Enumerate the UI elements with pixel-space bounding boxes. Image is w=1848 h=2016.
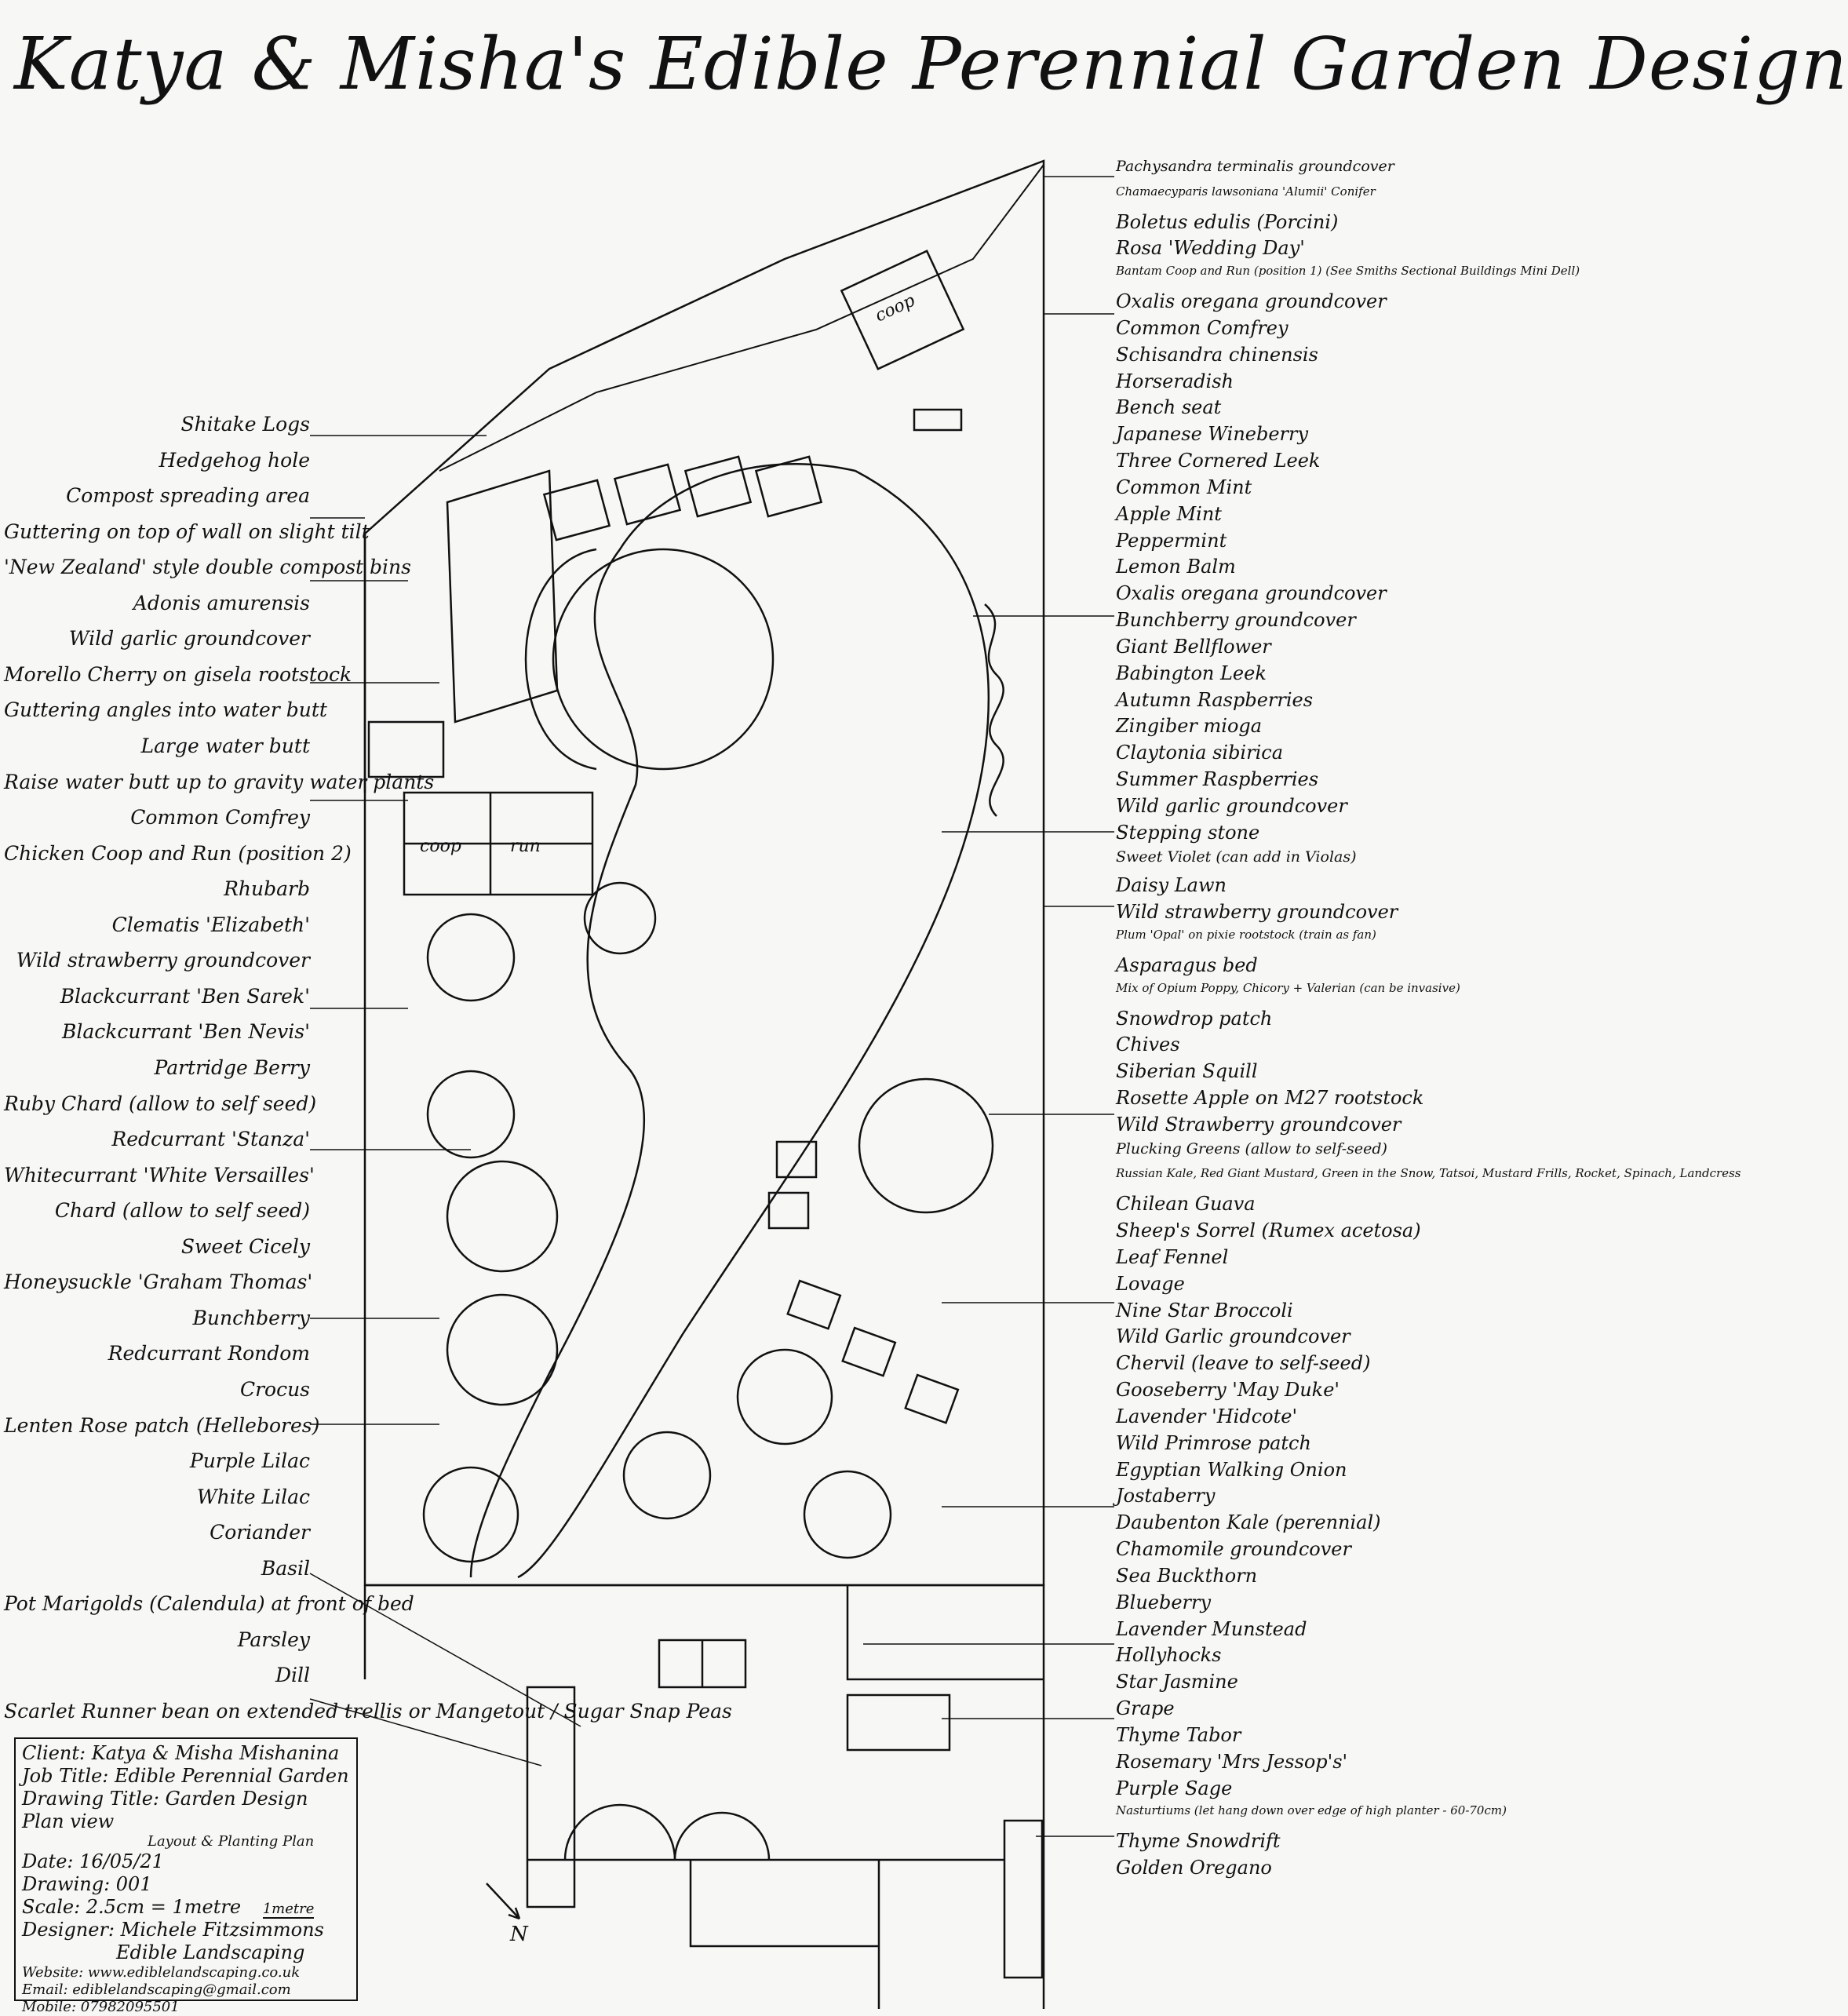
top-border-bed bbox=[439, 165, 1044, 471]
right-plant-label: Oxalis oregana groundcover bbox=[1116, 290, 1387, 313]
left-plant-label: Chicken Coop and Run (position 2) bbox=[4, 841, 352, 865]
right-plant-label: Bantam Coop and Run (position 1) (See Smiths Sectional Buildings Mini Dell) bbox=[1116, 264, 1580, 279]
right-plant-label: Babington Leek bbox=[1116, 662, 1267, 684]
right-plant-label: Autumn Raspberries bbox=[1116, 688, 1314, 711]
round-bed-right bbox=[859, 1079, 993, 1212]
right-plant-label: Apple Mint bbox=[1116, 502, 1222, 525]
right-plant-label: Common Mint bbox=[1116, 476, 1252, 498]
right-plant-label: Leaf Fennel bbox=[1116, 1245, 1229, 1268]
coop-label-left: coop bbox=[420, 837, 461, 856]
left-plant-label: Wild strawberry groundcover bbox=[16, 949, 310, 972]
right-plant-label: Claytonia sibirica bbox=[1116, 742, 1283, 764]
right-plant-label: Chamaecyparis lawsoniana 'Alumii' Conifer bbox=[1116, 184, 1376, 199]
left-plant-label: Scarlet Runner bean on extended trellis or Mangetout / Sugar Snap Peas bbox=[4, 1700, 732, 1723]
right-plant-label: Gooseberry 'May Duke' bbox=[1116, 1379, 1340, 1402]
right-plant-label: Rosette Apple on M27 rootstock bbox=[1116, 1086, 1424, 1109]
left-plant-label: Sweet Cicely bbox=[180, 1234, 310, 1258]
raised-planter-bottom bbox=[1004, 1821, 1042, 1978]
right-plant-label: Purple Sage bbox=[1116, 1777, 1233, 1799]
right-plant-label: Chervil (leave to self-seed) bbox=[1116, 1352, 1371, 1375]
left-plant-label: Blackcurrant 'Ben Sarek' bbox=[60, 984, 310, 1008]
right-plant-label: Daisy Lawn bbox=[1116, 874, 1227, 897]
right-plant-label: Mix of Opium Poppy, Chicory + Valerian (can be invasive) bbox=[1116, 980, 1460, 995]
right-plant-label: Lavender Munstead bbox=[1116, 1617, 1307, 1640]
left-plant-label: Shitake Logs bbox=[180, 413, 310, 436]
right-plant-label: Peppermint bbox=[1116, 529, 1227, 552]
left-plant-label: Compost spreading area bbox=[66, 484, 310, 508]
right-plant-label: Zingiber mioga bbox=[1116, 715, 1263, 738]
right-plant-label: Oxalis oregana groundcover bbox=[1116, 582, 1387, 605]
right-plant-label: Hollyhocks bbox=[1116, 1644, 1222, 1667]
left-plant-label: Bunchberry bbox=[192, 1306, 310, 1329]
right-plant-label: Lovage bbox=[1116, 1272, 1185, 1295]
right-plant-label: Chamomile groundcover bbox=[1116, 1538, 1351, 1561]
left-plant-label: Guttering on top of wall on slight tilt bbox=[4, 519, 370, 543]
right-plant-label: Chives bbox=[1116, 1034, 1180, 1056]
left-plant-label: 'New Zealand' style double compost bins bbox=[4, 556, 411, 579]
right-plant-label: Common Comfrey bbox=[1116, 316, 1288, 339]
right-plant-label: Boletus edulis (Porcini) bbox=[1116, 210, 1339, 233]
left-plant-label: Honeysuckle 'Graham Thomas' bbox=[4, 1270, 313, 1294]
right-plant-label: Sea Buckthorn bbox=[1116, 1564, 1258, 1587]
left-plant-label: Partridge Berry bbox=[154, 1056, 310, 1079]
page-title: Katya & Misha's Edible Perennial Garden Design bbox=[14, 22, 1848, 106]
right-plant-label: Three Cornered Leek bbox=[1116, 450, 1321, 472]
left-plant-label: Morello Cherry on gisela rootstock bbox=[4, 662, 352, 686]
right-plant-label: Lemon Balm bbox=[1116, 556, 1236, 578]
right-plant-label: Nasturtiums (let hang down over edge of high planter - 60-70cm) bbox=[1116, 1803, 1507, 1818]
left-plant-label: Raise water butt up to gravity water plants bbox=[4, 770, 435, 793]
shrub bbox=[428, 914, 514, 1001]
right-plant-label: Blueberry bbox=[1116, 1591, 1212, 1613]
right-plant-label: Schisandra chinensis bbox=[1116, 343, 1318, 366]
designer: Designer: Michele Fitzsimmons bbox=[22, 1919, 324, 1941]
right-plant-label: Pachysandra terminalis groundcover bbox=[1116, 158, 1394, 175]
left-plant-label: Basil bbox=[261, 1556, 310, 1580]
drawing-title-2: Layout & Planting Plan bbox=[148, 1833, 315, 1850]
left-plant-label: Adonis amurensis bbox=[133, 591, 310, 614]
right-plant-label: Jostaberry bbox=[1116, 1485, 1216, 1507]
right-plant-label: Egyptian Walking Onion bbox=[1116, 1458, 1347, 1481]
left-plant-label: Hedgehog hole bbox=[159, 448, 310, 472]
left-plant-label: Chard (allow to self seed) bbox=[54, 1199, 310, 1223]
right-plant-label: Thyme Snowdrift bbox=[1116, 1830, 1281, 1853]
left-plant-label: Purple Lilac bbox=[189, 1449, 310, 1473]
right-plant-label: Chilean Guava bbox=[1116, 1193, 1256, 1216]
right-plant-label: Wild Garlic groundcover bbox=[1116, 1325, 1350, 1348]
job-title: Job Title: Edible Perennial Garden bbox=[22, 1765, 349, 1787]
right-plant-label: Sweet Violet (can add in Violas) bbox=[1116, 848, 1357, 866]
left-plant-label: Large water butt bbox=[140, 735, 310, 757]
drawing-title: Drawing Title: Garden Design Plan view bbox=[22, 1788, 308, 1832]
left-plant-label: Whitecurrant 'White Versailles' bbox=[4, 1163, 315, 1187]
right-plant-label: Siberian Squill bbox=[1116, 1060, 1258, 1083]
left-plant-label: Lenten Rose patch (Hellebores) bbox=[4, 1413, 320, 1437]
title-block bbox=[14, 1737, 358, 2015]
date: Date: 16/05/21 bbox=[22, 1850, 164, 1872]
left-plant-label: Wild garlic groundcover bbox=[68, 627, 310, 651]
right-plant-label: Stepping stone bbox=[1116, 821, 1260, 844]
coop-label-top: coop bbox=[872, 290, 918, 326]
right-plant-label: Snowdrop patch bbox=[1116, 1007, 1273, 1030]
right-plant-label: Golden Oregano bbox=[1116, 1857, 1272, 1879]
left-plant-label: Redcurrant 'Stanza' bbox=[111, 1128, 310, 1151]
right-plant-label: Lavender 'Hidcote' bbox=[1116, 1405, 1298, 1427]
north-arrow bbox=[487, 1883, 519, 1919]
left-plant-label: Clematis 'Elizabeth' bbox=[111, 913, 310, 936]
water-butt bbox=[369, 722, 443, 777]
right-plant-label: Horseradish bbox=[1116, 370, 1234, 392]
left-plant-label: Redcurrant Rondom bbox=[108, 1342, 310, 1365]
right-plant-label: Grape bbox=[1116, 1697, 1175, 1720]
bench-seat bbox=[914, 410, 961, 430]
client: Client: Katya & Misha Mishanina bbox=[22, 1742, 340, 1764]
right-plant-label: Asparagus bed bbox=[1116, 953, 1258, 976]
right-plant-label: Daubenton Kale (perennial) bbox=[1116, 1511, 1381, 1534]
round-bed-top bbox=[553, 549, 773, 769]
website: Website: www.ediblelandscaping.co.uk bbox=[22, 1964, 301, 1981]
email: Email: ediblelandscaping@gmail.com bbox=[22, 1981, 291, 1998]
left-plant-label: Guttering angles into water butt bbox=[4, 698, 327, 722]
right-plant-label: Wild Strawberry groundcover bbox=[1116, 1113, 1401, 1136]
right-plant-label: Russian Kale, Red Giant Mustard, Green in the Snow, Tatsoi, Mustard Frills, Rocket, Spinach, Landcress bbox=[1116, 1166, 1741, 1181]
right-plant-label: Nine Star Broccoli bbox=[1116, 1299, 1293, 1322]
right-plant-label: Bunchberry groundcover bbox=[1116, 609, 1356, 632]
right-plant-label: Rosemary 'Mrs Jessop's' bbox=[1116, 1750, 1348, 1773]
scale-bar-label: 1metre bbox=[262, 1901, 315, 1917]
right-plant-label: Wild strawberry groundcover bbox=[1116, 901, 1398, 924]
right-plant-label: Thyme Tabor bbox=[1116, 1723, 1241, 1746]
right-plant-label: Star Jasmine bbox=[1116, 1671, 1238, 1693]
paving-slab bbox=[544, 480, 609, 540]
company: Edible Landscaping bbox=[116, 1941, 305, 1963]
compost-bins bbox=[447, 471, 557, 722]
right-plant-label: Japanese Wineberry bbox=[1116, 423, 1309, 446]
garden-boundary bbox=[365, 161, 1044, 1585]
right-plant-label: Bench seat bbox=[1116, 396, 1222, 419]
right-plant-label: Plucking Greens (allow to self-seed) bbox=[1116, 1139, 1387, 1157]
drawing-number: Drawing: 001 bbox=[22, 1873, 152, 1895]
scale-text: Scale: 2.5cm = 1metre bbox=[22, 1896, 242, 1918]
right-plant-label: Wild garlic groundcover bbox=[1116, 794, 1347, 817]
left-plant-label: Blackcurrant 'Ben Nevis' bbox=[61, 1020, 310, 1044]
mobile: Mobile: 07982095501 bbox=[22, 1999, 180, 2015]
left-plant-label: Coriander bbox=[210, 1521, 310, 1544]
right-plant-label: Plum 'Opal' on pixie rootstock (train as fan) bbox=[1116, 928, 1376, 942]
scale bbox=[22, 1896, 350, 1919]
left-plant-label: Parsley bbox=[237, 1628, 310, 1651]
left-plant-label: Rhubarb bbox=[224, 877, 310, 901]
right-plant-label: Sheep's Sorrel (Rumex acetosa) bbox=[1116, 1219, 1421, 1242]
patio-semicircle bbox=[565, 1805, 769, 1860]
right-plant-label: Rosa 'Wedding Day' bbox=[1116, 237, 1305, 260]
left-plant-label: Crocus bbox=[239, 1378, 310, 1401]
patio-steps bbox=[527, 1860, 1004, 2009]
left-plant-label: Dill bbox=[275, 1664, 310, 1687]
right-plant-label: Wild Primrose patch bbox=[1116, 1431, 1311, 1454]
left-plant-label: Ruby Chard (allow to self seed) bbox=[4, 1092, 317, 1115]
left-plant-label: White Lilac bbox=[196, 1485, 310, 1508]
run-label-left: run bbox=[510, 837, 541, 856]
right-plant-label: Summer Raspberries bbox=[1116, 768, 1319, 791]
right-plant-label: Giant Bellflower bbox=[1116, 635, 1271, 658]
left-plant-label: Pot Marigolds (Calendula) at front of bed bbox=[4, 1592, 414, 1616]
stepping-stone bbox=[777, 1142, 816, 1177]
north-label: N bbox=[510, 1923, 528, 1946]
left-plant-label: Common Comfrey bbox=[130, 806, 310, 829]
raised-planter-right bbox=[847, 1695, 950, 1750]
leader-lines bbox=[310, 177, 1114, 1836]
